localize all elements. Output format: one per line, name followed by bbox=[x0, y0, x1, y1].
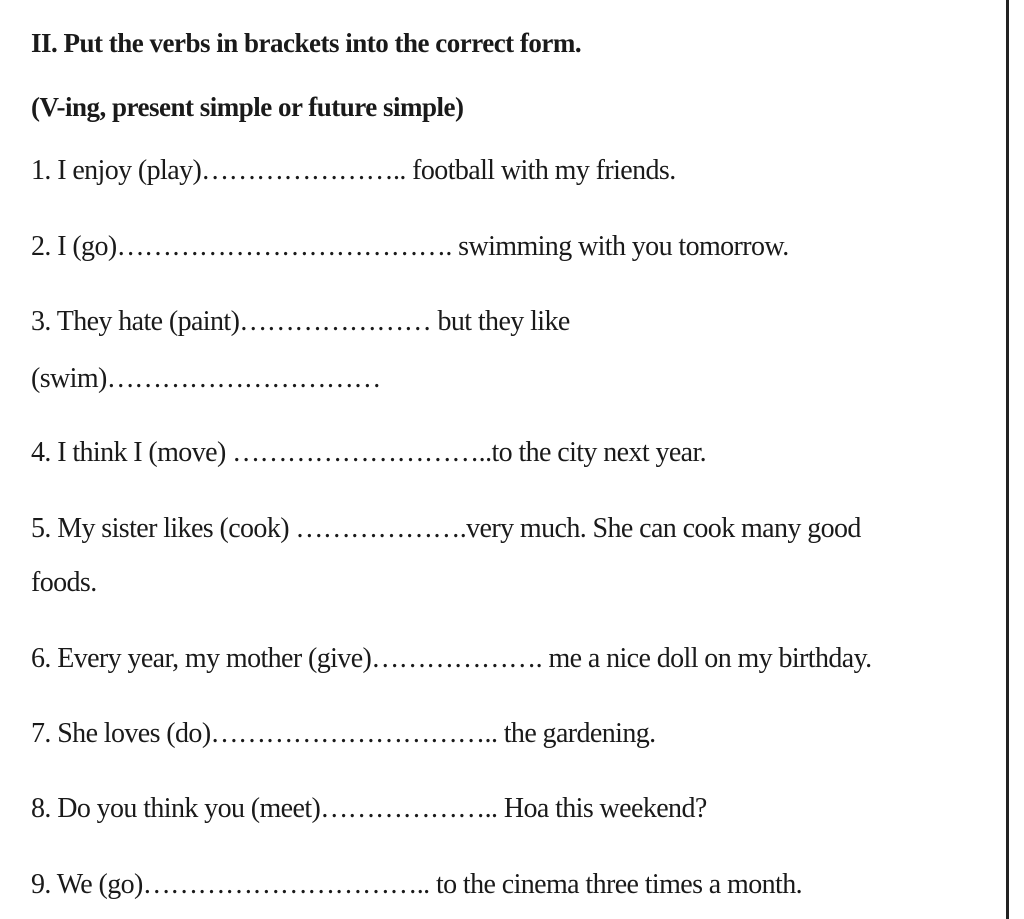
question-6: 6. Every year, my mother (give)………………. me a nice doll on my birthday. bbox=[31, 643, 872, 674]
exercise-title: II. Put the verbs in brackets into the correct form. bbox=[31, 28, 582, 58]
question-8: 8. Do you think you (meet)……………….. Hoa this weekend? bbox=[31, 793, 707, 824]
question-5: 5. My sister likes (cook) ……………….very much. She can cook many good bbox=[31, 513, 861, 544]
question-7: 7. She loves (do)………………………….. the gardening. bbox=[31, 718, 656, 749]
question-3-continued: (swim)………………………… bbox=[31, 363, 381, 394]
question-1: 1. I enjoy (play)………………….. football with my friends. bbox=[31, 155, 676, 186]
question-2: 2. I (go)………………………………. swimming with you tomorrow. bbox=[31, 231, 789, 262]
question-9: 9. We (go)………………………….. to the cinema three times a month. bbox=[31, 869, 802, 900]
question-5-continued: foods. bbox=[31, 567, 97, 598]
question-4: 4. I think I (move) ………………………..to the city next year. bbox=[31, 437, 707, 468]
page-border bbox=[1006, 0, 1009, 919]
exercise-subtitle: (V-ing, present simple or future simple) bbox=[31, 92, 464, 122]
question-3: 3. They hate (paint)………………… but they like bbox=[31, 306, 570, 337]
